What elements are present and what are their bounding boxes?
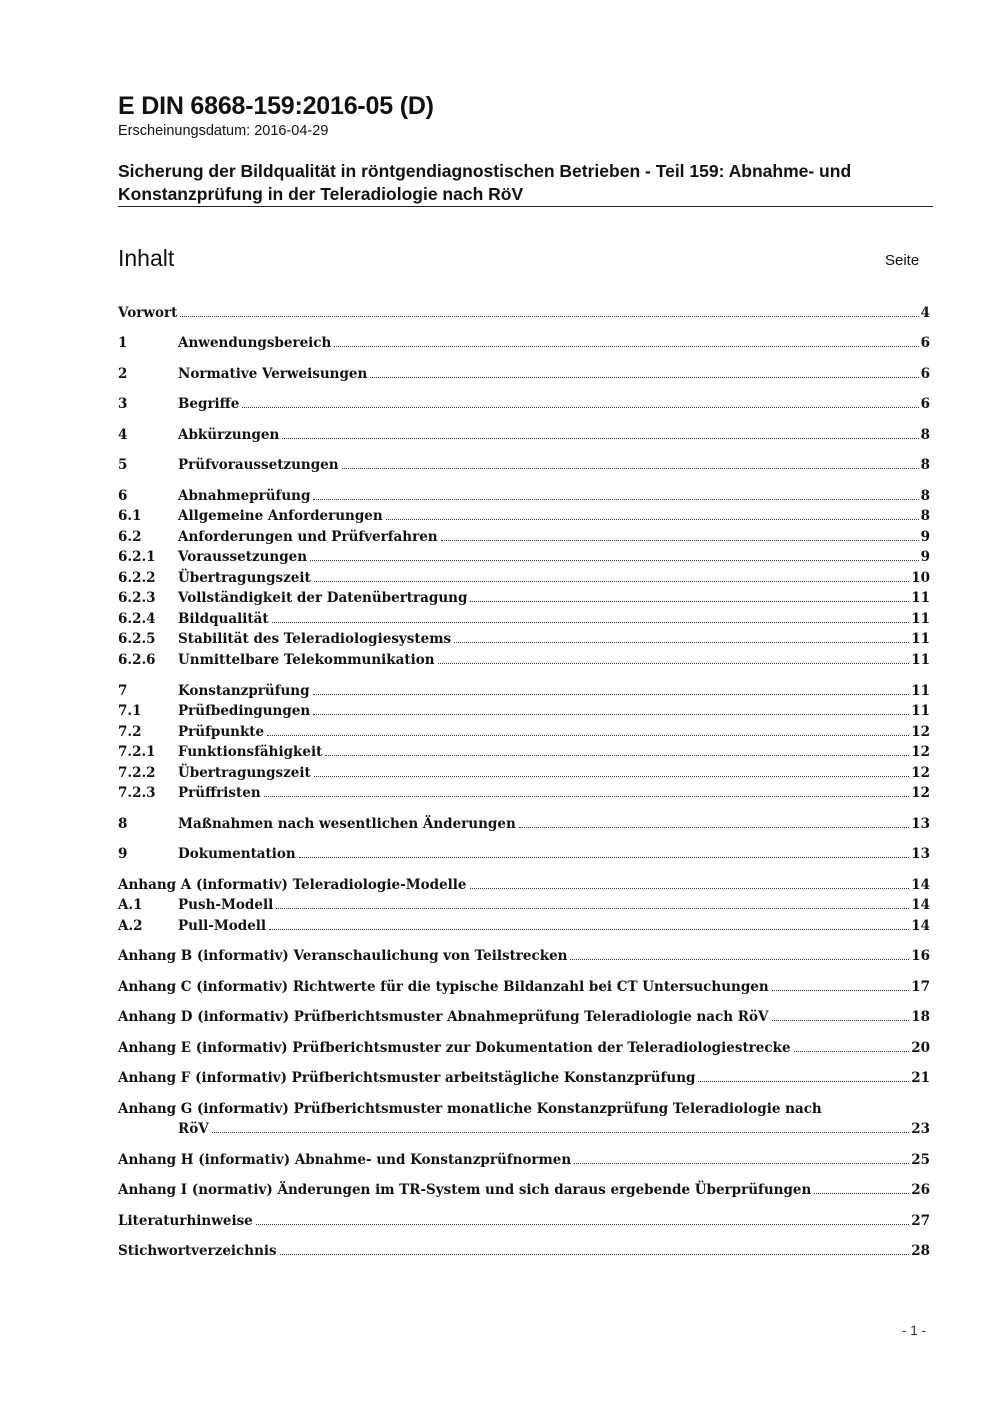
toc-entry-number: 6.2.1 xyxy=(118,549,156,565)
toc-entry-page: 13 xyxy=(911,816,930,832)
toc-entry-title: Normative Verweisungen xyxy=(178,366,368,382)
toc-entry-page: 14 xyxy=(911,918,930,934)
leader-dots xyxy=(269,915,909,930)
leader-dots xyxy=(441,526,919,541)
leader-dots xyxy=(276,894,909,909)
toc-entry[interactable] xyxy=(118,628,930,650)
leader-dots xyxy=(313,700,909,715)
toc-entry-page: 23 xyxy=(911,1121,930,1137)
toc-entry-title: Abnahmeprüfung xyxy=(178,488,311,504)
toc-entry-page: 12 xyxy=(911,724,930,740)
toc-entry-page: 18 xyxy=(911,1009,930,1025)
toc-entry[interactable] xyxy=(118,546,930,568)
toc-entry-page: 11 xyxy=(911,703,930,719)
leader-dots xyxy=(314,762,909,777)
toc-entry-number: 4 xyxy=(118,427,128,443)
toc-entry-number: 6.2.6 xyxy=(118,652,156,668)
leader-dots xyxy=(370,363,918,378)
toc-entry-page: 25 xyxy=(911,1152,930,1168)
leader-dots xyxy=(299,843,909,858)
toc-entry-title: Anhang C (informativ) Richtwerte für die typische Bildanzahl bei CT Untersuchungen xyxy=(118,979,769,995)
leader-dots xyxy=(325,741,909,756)
toc-entry-title: Pull-Modell xyxy=(178,918,267,934)
leader-dots xyxy=(282,424,918,439)
leader-dots xyxy=(570,945,909,960)
toc-entry-number: 2 xyxy=(118,366,128,382)
leader-dots xyxy=(334,332,918,347)
toc-entry-title: Anhang H (informativ) Abnahme- und Konstanzprüfnormen xyxy=(118,1152,572,1168)
leader-dots xyxy=(470,587,909,602)
toc-entry[interactable] xyxy=(118,332,930,354)
toc-entry-page: 13 xyxy=(911,846,930,862)
leader-dots xyxy=(180,302,918,317)
toc-entry-title: Anhang G (informativ) Prüfberichtsmuster monatliche Konstanzprüfung Teleradiologie nach xyxy=(118,1101,822,1117)
toc-entry-title: Voraussetzungen xyxy=(178,549,308,565)
toc-entry[interactable] xyxy=(118,700,930,722)
toc-entry-number: 6.2 xyxy=(118,529,142,545)
toc-entry-title: Abkürzungen xyxy=(178,427,280,443)
toc-entry-number: 3 xyxy=(118,396,128,412)
leader-dots xyxy=(267,721,909,736)
toc-entry-number: 7.1 xyxy=(118,703,142,719)
toc-entry-title: Bildqualität xyxy=(178,611,269,627)
toc-entry-page: 11 xyxy=(911,652,930,668)
toc-entry[interactable] xyxy=(118,915,930,937)
toc-entry[interactable] xyxy=(118,813,930,835)
leader-dots xyxy=(698,1067,909,1082)
toc-entry-page: 8 xyxy=(920,427,930,443)
toc-entry[interactable] xyxy=(118,680,930,702)
toc-entry[interactable] xyxy=(118,1210,930,1232)
toc-entry-page: 11 xyxy=(911,631,930,647)
toc-entry-title: Prüfpunkte xyxy=(178,724,265,740)
toc-entry-page: 6 xyxy=(920,396,930,412)
toc-entry[interactable] xyxy=(118,1037,930,1059)
toc-entry-number: 7.2 xyxy=(118,724,142,740)
leader-dots xyxy=(772,1006,910,1021)
toc-entry-number: 6 xyxy=(118,488,128,504)
toc-entry-title: Übertragungszeit xyxy=(178,570,311,586)
toc-entry-page: 27 xyxy=(911,1213,930,1229)
toc-entry-title: Dokumentation xyxy=(178,846,296,862)
toc-entry-title: Unmittelbare Telekommunikation xyxy=(178,652,435,668)
toc-entry-number: 6.1 xyxy=(118,508,142,524)
toc-entry-number: 7.2.3 xyxy=(118,785,156,801)
toc-entry[interactable] xyxy=(118,1118,930,1140)
leader-dots xyxy=(212,1118,910,1133)
toc-entry-number: 7.2.2 xyxy=(118,765,156,781)
toc-entry-title: Vorwort xyxy=(118,305,178,321)
toc-entry-page: 11 xyxy=(911,590,930,606)
title-divider xyxy=(118,206,933,207)
toc-entry[interactable] xyxy=(118,587,930,609)
toc-entry[interactable] xyxy=(118,782,930,804)
toc-entry[interactable] xyxy=(118,1179,930,1201)
toc-entry-page: 4 xyxy=(920,305,930,321)
leader-dots xyxy=(519,813,909,828)
toc-entry-number: 5 xyxy=(118,457,128,473)
leader-dots xyxy=(280,1240,910,1255)
page-number: - 1 - xyxy=(902,1323,927,1338)
toc-entry[interactable] xyxy=(118,894,930,916)
toc-entry[interactable] xyxy=(118,608,930,630)
toc-entry[interactable] xyxy=(118,424,930,446)
toc-entry[interactable] xyxy=(118,1006,930,1028)
toc-entry[interactable] xyxy=(118,393,930,415)
toc-entry-number: 6.2.4 xyxy=(118,611,156,627)
toc-entry-number: A.2 xyxy=(118,918,143,934)
leader-dots xyxy=(574,1149,909,1164)
toc-entry-title: Übertragungszeit xyxy=(178,765,311,781)
toc-entry-title: Prüfbedingungen xyxy=(178,703,311,719)
toc-entry-page: 8 xyxy=(920,508,930,524)
toc-entry-page: 8 xyxy=(920,457,930,473)
toc-entry-title: Anhang B (informativ) Veranschaulichung von Teilstrecken xyxy=(118,948,568,964)
toc-entry-title: Anforderungen und Prüfverfahren xyxy=(178,529,438,545)
toc-entry-title: Push-Modell xyxy=(178,897,274,913)
toc-entry[interactable] xyxy=(118,976,930,998)
toc-entry[interactable] xyxy=(118,762,930,784)
toc-entry[interactable] xyxy=(118,454,930,476)
leader-dots xyxy=(814,1179,909,1194)
leader-dots xyxy=(386,505,919,520)
toc-entry[interactable] xyxy=(118,526,930,548)
leader-dots xyxy=(454,628,909,643)
toc-entry-title: Begriffe xyxy=(178,396,240,412)
toc-entry-title: Prüffristen xyxy=(178,785,261,801)
toc-entry-page: 11 xyxy=(911,683,930,699)
toc-entry-number: 6.2.5 xyxy=(118,631,156,647)
toc-entry-page: 28 xyxy=(911,1243,930,1259)
leader-dots xyxy=(314,567,909,582)
toc-entry-title: Anhang I (normativ) Änderungen im TR-System und sich daraus ergebende Überprüfungen xyxy=(118,1182,812,1198)
toc-entry[interactable] xyxy=(118,567,930,589)
toc-entry-page: 9 xyxy=(920,529,930,545)
toc-entry-page: 8 xyxy=(920,488,930,504)
leader-dots xyxy=(256,1210,909,1225)
toc-entry-page: 10 xyxy=(911,570,930,586)
toc-entry-number: 6.2.3 xyxy=(118,590,156,606)
toc-entry[interactable] xyxy=(118,649,930,671)
toc-entry-number: 6.2.2 xyxy=(118,570,156,586)
toc-entry-number: 1 xyxy=(118,335,128,351)
toc-entry-page: 14 xyxy=(911,897,930,913)
toc-entry[interactable] xyxy=(118,874,930,896)
leader-dots xyxy=(264,782,910,797)
toc-entry-title: Anhang F (informativ) Prüfberichtsmuster arbeitstägliche Konstanzprüfung xyxy=(118,1070,696,1086)
toc-entry-page: 6 xyxy=(920,366,930,382)
toc-entry[interactable] xyxy=(118,302,930,324)
toc-entry-page: 9 xyxy=(920,549,930,565)
toc-entry-title: Funktionsfähigkeit xyxy=(178,744,323,760)
toc-entry[interactable] xyxy=(118,721,930,743)
toc-entry-page: 12 xyxy=(911,765,930,781)
toc-entry-page: 11 xyxy=(911,611,930,627)
toc-entry[interactable] xyxy=(118,843,930,865)
leader-dots xyxy=(470,874,910,889)
toc-entry[interactable] xyxy=(118,1067,930,1089)
toc-entry-title: Vollständigkeit der Datenübertragung xyxy=(178,590,468,606)
toc-entry-number: 9 xyxy=(118,846,128,862)
toc-entry[interactable] xyxy=(118,741,930,763)
toc-entry-title: Prüfvoraussetzungen xyxy=(178,457,339,473)
toc-entry-title: Maßnahmen nach wesentlichen Änderungen xyxy=(178,816,516,832)
leader-dots xyxy=(342,454,919,469)
toc-entry[interactable] xyxy=(118,485,930,507)
toc-page-label: Seite xyxy=(885,252,920,269)
toc-entry[interactable] xyxy=(118,363,930,385)
leader-dots xyxy=(313,485,918,500)
toc-entry-title: Anwendungsbereich xyxy=(178,335,332,351)
toc-entry-page: 16 xyxy=(911,948,930,964)
toc-entry[interactable] xyxy=(118,505,930,527)
toc-entry-number: 8 xyxy=(118,816,128,832)
toc-entry-title: Stichwortverzeichnis xyxy=(118,1243,277,1259)
toc-entry-page: 26 xyxy=(911,1182,930,1198)
leader-dots xyxy=(313,680,910,695)
toc-entry-page: 12 xyxy=(911,744,930,760)
document-id: E DIN 6868-159:2016-05 (D) xyxy=(118,92,434,120)
toc-entry-title-cont: RöV xyxy=(178,1121,209,1137)
leader-dots xyxy=(310,546,919,561)
toc-entry-title: Literaturhinweise xyxy=(118,1213,253,1229)
toc-entry[interactable] xyxy=(118,945,930,967)
leader-dots xyxy=(794,1037,910,1052)
toc-entry-page: 14 xyxy=(911,877,930,893)
toc-entry-page: 21 xyxy=(911,1070,930,1086)
toc-entry-page: 6 xyxy=(920,335,930,351)
leader-dots xyxy=(438,649,910,664)
toc-entry-number: 7.2.1 xyxy=(118,744,156,760)
toc-entry-number: A.1 xyxy=(118,897,143,913)
toc-entry-page: 20 xyxy=(911,1040,930,1056)
publication-date: Erscheinungsdatum: 2016-04-29 xyxy=(118,123,329,139)
toc-entry-number: 7 xyxy=(118,683,128,699)
toc-heading: Inhalt xyxy=(118,245,175,271)
toc-entry[interactable] xyxy=(118,1240,930,1262)
leader-dots xyxy=(272,608,910,623)
toc-entry[interactable] xyxy=(118,1149,930,1171)
toc-entry-title: Anhang A (informativ) Teleradiologie-Modelle xyxy=(118,877,467,893)
leader-dots xyxy=(772,976,910,991)
toc-entry-title: Anhang D (informativ) Prüfberichtsmuster Abnahmeprüfung Teleradiologie nach RöV xyxy=(118,1009,769,1025)
document-title: Sicherung der Bildqualität in röntgendiagnostischen Betrieben - Teil 159: Abnahme- und Konstanzprüfung in der Teleradiologie nach RöV xyxy=(118,161,852,204)
toc-entry-title: Konstanzprüfung xyxy=(178,683,310,699)
toc-entry-page: 12 xyxy=(911,785,930,801)
leader-dots xyxy=(242,393,918,408)
toc-entry-title: Stabilität des Teleradiologiesystems xyxy=(178,631,452,647)
toc-entry-title: Anhang E (informativ) Prüfberichtsmuster zur Dokumentation der Teleradiologiestrecke xyxy=(118,1040,791,1056)
toc-entry-page: 17 xyxy=(911,979,930,995)
toc-entry-title: Allgemeine Anforderungen xyxy=(178,508,383,524)
